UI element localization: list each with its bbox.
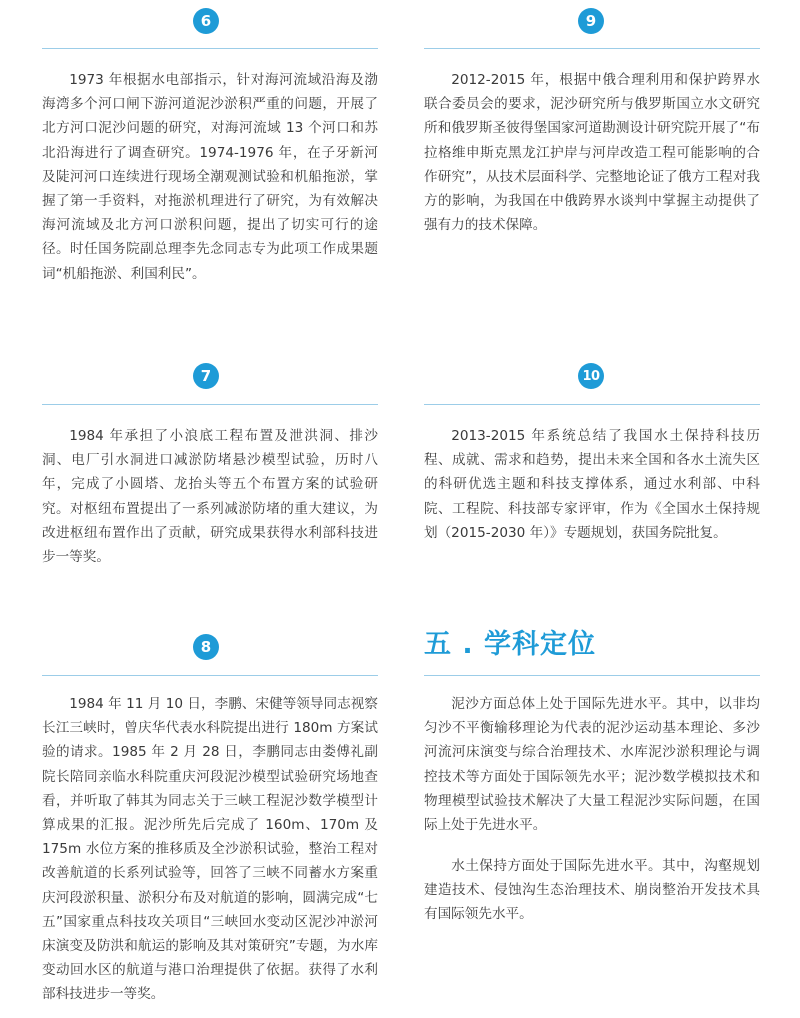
item-divider xyxy=(42,675,378,676)
item-paragraph: 2012-2015 年，根据中俄合理利用和保护跨界水联合委员会的要求，泥沙研究所与俄罗斯国立水文研究所和俄罗斯圣彼得堡国家河道勘测设计研究院开展了“布拉格维申斯克黑龙江护岸与河岸改造工程可能影响的合作研究”，从技术层面科学、完整地论证了俄方工程对我方的影响，为我国在中俄跨界水谈判中掌握主动提供了强有力的技术保障。 xyxy=(424,72,760,234)
item-number-badge: 7 xyxy=(193,363,219,389)
item-number-badge: 10 xyxy=(578,363,604,389)
item-paragraph: 1973 年根据水电部指示，针对海河流域沿海及渤海湾多个河口闸下游河道泥沙淤积严重的问题，开展了北方河口泥沙问题的研究，对海河流域 13 个河口和苏北沿海进行了调查研究。1974-1976 年，在子牙新河及陡河河口连续进行现场全潮观测试验和机船拖淤，掌握了第一手资料，对拖淤机理进行了研究，为有效解决海河流域及北方河口淤积问题，提出了切实可行的途径。时任国务院副总理李先念同志专为此项工作成果题词“机船拖淤、利国利民”。 xyxy=(42,72,378,282)
item-divider xyxy=(424,404,760,405)
section-divider xyxy=(424,675,760,676)
item-number-badge: 8 xyxy=(193,634,219,660)
item-number-badge: 6 xyxy=(193,8,219,34)
section-paragraph: 水土保持方面处于国际先进水平。其中，沟壑规划建造技术、侵蚀沟生态治理技术、崩岗整治开发技术具有国际领先水平。 xyxy=(424,858,760,923)
section-title: 五 . 学科定位 xyxy=(424,629,597,660)
item-divider xyxy=(42,404,378,405)
item-divider xyxy=(42,48,378,49)
item-paragraph: 1984 年 11 月 10 日，李鹏、宋健等领导同志视察长江三峡时，曾庆华代表水科院提出进行 180m 方案试验的请求。1985 年 2 月 28 日，李鹏同志由娄傅礼副院长陪同亲临水科院重庆河段泥沙模型试验研究场地查看，并听取了韩其为同志关于三峡工程泥沙数学模型计算成果的汇报。泥沙所先后完成了 160m、170m 及 175m 水位方案的推移质及全沙淤积试验，整治工程对改善航道的长系列试验等，回答了三峡不同蓄水方案重庆河段淤积量、淤积分布及对航道的影响，圆满完成“七五”国家重点科技攻关项目“三峡回水变动区泥沙冲淤河床演变及防洪和航运的影响及其对策研究”专题，为水库变动回水区的航道与港口治理提供了依据。获得了水利部科技进步一等奖。 xyxy=(42,696,378,1003)
item-paragraph: 1984 年承担了小浪底工程布置及泄洪洞、排沙洞、电厂引水洞进口减淤防堵悬沙模型试验，历时八年，完成了小圆塔、龙抬头等五个布置方案的试验研究。对枢纽布置提出了一系列减淤防堵的重大建议，为改进枢纽布置作出了贡献，研究成果获得水利部科技进步一等奖。 xyxy=(42,428,378,566)
item-paragraph: 2013-2015 年系统总结了我国水土保持科技历程、成就、需求和趋势，提出未来全国和各水土流失区的科研优选主题和科技支撑体系，通过水利部、中科院、工程院、科技部专家评审，作为《全国水土保持规划（2015-2030 年）》专题规划，获国务院批复。 xyxy=(424,428,760,541)
section-paragraph: 泥沙方面总体上处于国际先进水平。其中，以非均匀沙不平衡输移理论为代表的泥沙运动基本理论、多沙河流河床演变与综合治理技术、水库泥沙淤积理论与调控技术等方面处于国际领先水平；泥沙数学模拟技术和物理模型试验技术解决了大量工程泥沙实际问题，在国际上处于先进水平。 xyxy=(424,696,760,834)
item-number-badge: 9 xyxy=(578,8,604,34)
item-divider xyxy=(424,48,760,49)
